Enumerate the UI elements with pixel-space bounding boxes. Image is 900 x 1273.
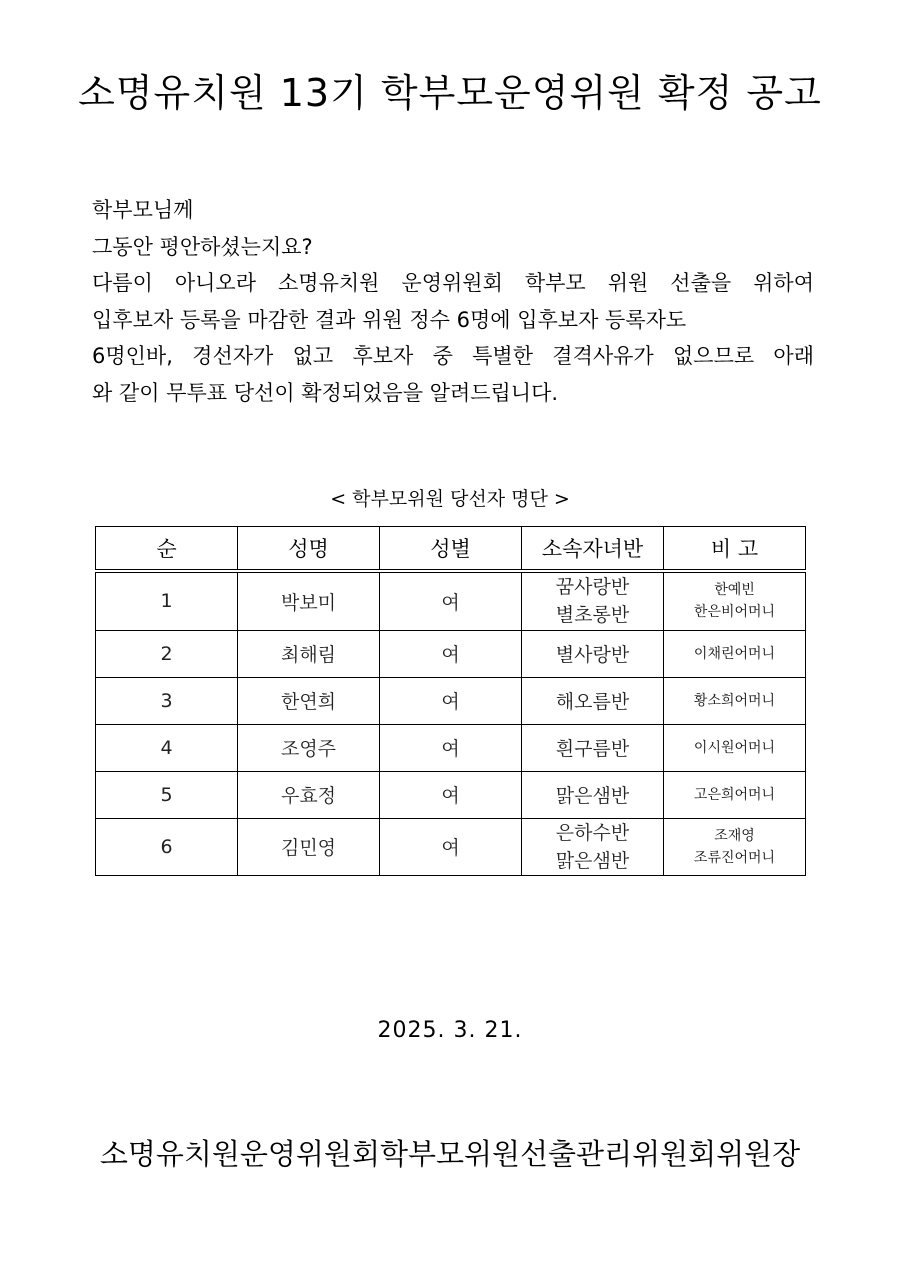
cell-number: 6 <box>96 818 238 875</box>
note-line: 조재영 <box>714 827 755 844</box>
table-row <box>96 630 806 677</box>
note-line: 조류진어머니 <box>693 849 776 866</box>
cell-number: 3 <box>96 677 238 724</box>
table-row <box>96 571 806 630</box>
column-header-gender: 성별 <box>380 527 522 572</box>
elected-members-table <box>95 526 806 876</box>
table-row <box>96 724 806 771</box>
column-header-number: 순 <box>96 527 238 572</box>
cell-number: 1 <box>96 571 238 630</box>
column-header-class: 소속자녀반 <box>522 527 664 572</box>
class-line: 은하수반 <box>555 821 630 844</box>
class-line: 꿈사랑반 <box>555 576 630 599</box>
cell-class: 해오름반 <box>522 677 664 724</box>
cell-gender: 여 <box>380 818 522 875</box>
cell-gender: 여 <box>380 571 522 630</box>
body-line: 6명인바, 경선자가 없고 후보자 중 특별한 결격사유가 없으므로 아래 <box>92 344 814 368</box>
page-title: 소명유치원 13기 학부모운영위원 확정 공고 <box>78 71 822 115</box>
table-row <box>96 677 806 724</box>
body-line: 입후보자 등록을 마감한 결과 위원 정수 6명에 입후보자 등록자도 <box>92 307 687 332</box>
column-header-name: 성명 <box>238 527 380 572</box>
cell-number: 4 <box>96 724 238 771</box>
cell-class <box>522 818 664 875</box>
cell-name: 우효정 <box>238 771 380 818</box>
body-line: 다름이 아니오라 소명유치원 운영위원회 학부모 위원 선출을 위하여 <box>92 271 814 295</box>
cell-note: 고은희어머니 <box>664 771 806 818</box>
cell-gender: 여 <box>380 677 522 724</box>
body-line: 그동안 평안하셨는지요? <box>92 234 313 259</box>
cell-note <box>664 818 806 875</box>
body-line: 와 같이 무투표 당선이 확정되었음을 알려드립니다. <box>92 380 559 405</box>
cell-number: 2 <box>96 630 238 677</box>
notice-body <box>92 192 814 411</box>
column-header-note: 비 고 <box>664 527 806 572</box>
cell-number: 5 <box>96 771 238 818</box>
class-line: 별초롱반 <box>555 604 630 627</box>
cell-class: 흰구름반 <box>522 724 664 771</box>
class-line: 맑은샘반 <box>555 849 630 872</box>
cell-name: 김민영 <box>238 818 380 875</box>
table-header-row <box>96 527 806 572</box>
cell-note: 이시원어머니 <box>664 724 806 771</box>
cell-class: 별사랑반 <box>522 630 664 677</box>
cell-class: 맑은샘반 <box>522 771 664 818</box>
cell-gender: 여 <box>380 630 522 677</box>
table-caption: < 학부모위원 당선자 명단 > <box>330 488 570 510</box>
cell-gender: 여 <box>380 724 522 771</box>
notice-date: 2025. 3. 21. <box>377 1018 523 1043</box>
cell-class <box>522 571 664 630</box>
issuer-signature-line: 소명유치원운영위원회학부모위원선출관리위원회위원장 <box>99 1137 801 1171</box>
note-line: 한은비어머니 <box>693 604 776 621</box>
cell-name: 박보미 <box>238 571 380 630</box>
cell-gender: 여 <box>380 771 522 818</box>
note-line: 한예빈 <box>714 582 755 599</box>
greeting: 학부모님께 <box>92 198 194 222</box>
cell-name: 조영주 <box>238 724 380 771</box>
cell-name: 한연희 <box>238 677 380 724</box>
cell-note <box>664 571 806 630</box>
table-row <box>96 818 806 875</box>
cell-note: 이채린어머니 <box>664 630 806 677</box>
cell-note: 황소희어머니 <box>664 677 806 724</box>
cell-name: 최해림 <box>238 630 380 677</box>
table-row <box>96 771 806 818</box>
